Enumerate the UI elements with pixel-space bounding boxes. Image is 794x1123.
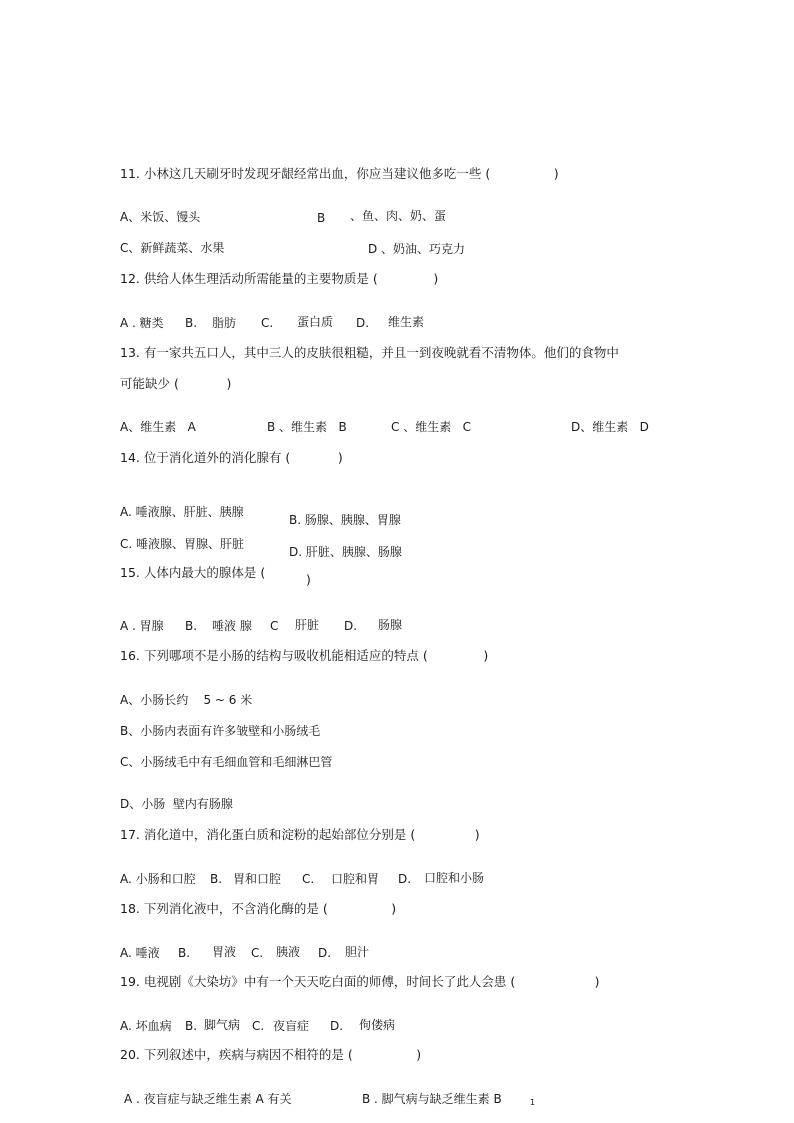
question-11-option-d: D 、奶油、巧克力 [368, 242, 466, 256]
question-12-option-d-letter: D. [356, 316, 370, 330]
question-12-option-d-text: 维生素 [388, 315, 425, 329]
question-16-option-a: A、小肠长约 5 ~ 6 米 [120, 693, 253, 707]
question-19-option-b-letter: B. [185, 1019, 198, 1033]
question-15-option-c-text: 肝脏 [295, 618, 320, 632]
question-14-option-c: C. 唾液腺、胃腺、肝脏 [120, 537, 245, 551]
question-14-option-d: D. 肝脏、胰腺、肠腺 [289, 545, 402, 559]
question-20-option-a: A . 夜盲症与缺乏维生素 A 有关 [124, 1092, 292, 1106]
question-15-option-b-letter: B. [185, 619, 198, 633]
question-11-option-c: C、新鲜蔬菜、水果 [120, 241, 225, 255]
question-20-option-b: B . 脚气病与缺乏维生素 B [362, 1092, 502, 1106]
question-11-option-b-letter: B [317, 211, 326, 225]
question-18-option-d-text: 胆汁 [345, 945, 370, 959]
question-12-option-b-text: 脂肪 [212, 316, 237, 330]
question-17-option-b-text: 胃和口腔 [233, 872, 282, 886]
question-17-option-d-letter: D. [398, 872, 412, 886]
question-15-stem: 15. 人体内最大的腺体是 ( [120, 565, 266, 580]
question-18-option-a: A. 唾液 [120, 946, 160, 960]
page-number: 1 [530, 1098, 536, 1107]
question-18-stem: 18. 下列消化液中，不含消化酶的是 ( ) [120, 901, 397, 916]
question-15-option-d-text: 肠腺 [378, 618, 403, 632]
question-19-option-c-letter: C. [252, 1019, 265, 1033]
question-15-option-d-letter: D. [344, 619, 358, 633]
question-14-option-b: B. 肠腺、胰腺、胃腺 [289, 513, 401, 527]
question-14-stem: 14. 位于消化道外的消化腺有 ( ) [120, 450, 343, 465]
question-19-option-b-text: 脚气病 [204, 1018, 241, 1032]
question-11-stem: 11. 小林这几天刷牙时发现牙龈经常出血，你应当建议他多吃一些 ( ) [120, 166, 559, 181]
question-16-stem: 16. 下列哪项不是小肠的结构与吸收机能相适应的特点 ( ) [120, 648, 489, 663]
question-12-stem: 12. 供给人体生理活动所需能量的主要物质是 ( ) [120, 271, 439, 286]
question-19-option-a: A. 坏血病 [120, 1019, 172, 1033]
question-18-option-b-letter: B. [178, 946, 191, 960]
question-12-option-b-letter: B. [185, 316, 198, 330]
question-19-stem: 19. 电视剧《大染坊》中有一个天天吃白面的师傅，时间长了此人会患 ( ) [120, 974, 600, 989]
question-18-option-c-letter: C. [251, 946, 264, 960]
question-12-option-a: A . 糖类 [120, 316, 164, 330]
question-18-option-c-text: 胰液 [276, 945, 301, 959]
question-11-option-b-text: 、鱼、肉、奶、蛋 [350, 209, 447, 223]
question-18-option-b-text: 胃液 [212, 945, 237, 959]
question-17-option-d-text: 口腔和小肠 [424, 871, 485, 885]
question-12-option-c-text: 蛋白质 [297, 315, 334, 329]
question-17-option-b-letter: B. [210, 872, 223, 886]
question-13-option-d: D、维生素 D [571, 420, 649, 434]
question-19-option-d-text: 佝偻病 [359, 1018, 396, 1032]
question-14-option-a: A. 唾液腺、肝脏、胰腺 [120, 505, 244, 519]
question-19-option-c-text: 夜盲症 [273, 1019, 310, 1033]
question-13-option-b: B 、维生素 B [267, 420, 347, 434]
question-17-option-a: A. 小肠和口腔 [120, 872, 196, 886]
question-13-option-a: A、维生素 A [120, 420, 196, 434]
question-16-option-d: D、小肠 壁内有肠腺 [120, 797, 233, 811]
question-15-option-b-text: 唾液 腺 [212, 619, 252, 633]
question-15-paren: ) [306, 572, 311, 587]
question-18-option-d-letter: D. [318, 946, 332, 960]
question-15-option-a: A . 胃腺 [120, 619, 164, 633]
question-19-option-d-letter: D. [330, 1019, 344, 1033]
question-13-stem: 13. 有一家共五口人，其中三人的皮肤很粗糙，并且一到夜晚就看不清物体。他们的食物中 [120, 345, 619, 360]
question-16-option-c: C、小肠绒毛中有毛细血管和毛细淋巴管 [120, 755, 333, 769]
question-20-stem: 20. 下列叙述中，疾病与病因不相符的是 ( ) [120, 1047, 422, 1062]
question-17-option-c-letter: C. [302, 872, 315, 886]
question-17-option-c-text: 口腔和胃 [331, 872, 380, 886]
question-16-option-b: B、小肠内表面有许多皱壁和小肠绒毛 [120, 724, 321, 738]
question-15-option-c-letter: C [270, 619, 279, 633]
question-11-option-a: A、米饭、馒头 [120, 210, 201, 224]
question-12-option-c-letter: C. [261, 316, 274, 330]
question-17-stem: 17. 消化道中，消化蛋白质和淀粉的起始部位分别是 ( ) [120, 827, 480, 842]
question-13-option-c: C 、维生素 C [391, 420, 472, 434]
question-13-stem-line2: 可能缺少 ( ) [120, 376, 232, 391]
